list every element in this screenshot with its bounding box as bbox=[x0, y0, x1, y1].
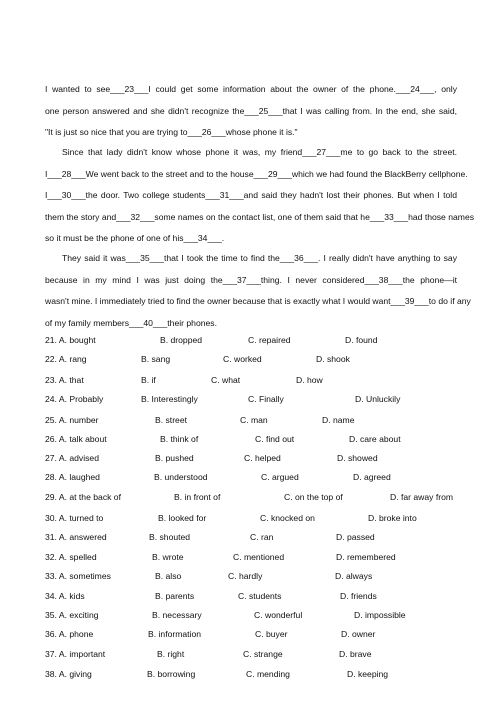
passage-line: "It is just so nice that you are trying to___26___whose phone it is." bbox=[45, 127, 298, 137]
option-b: B. pushed bbox=[155, 453, 194, 463]
option-b: B. borrowing bbox=[147, 669, 196, 679]
option-c: C. ran bbox=[250, 532, 274, 542]
option-c: C. worked bbox=[223, 354, 262, 364]
option-b: B. necessary bbox=[152, 610, 202, 620]
option-c: C. strange bbox=[243, 649, 283, 659]
passage-line: of my family members___40___their phones. bbox=[45, 317, 217, 328]
option-c: C. mentioned bbox=[233, 552, 285, 562]
option-b: B. sang bbox=[141, 354, 171, 364]
question-row bbox=[45, 492, 465, 506]
option-d: D. agreed bbox=[353, 472, 391, 482]
option-c: C. find out bbox=[255, 434, 295, 444]
option-a: 25. A. number bbox=[45, 415, 99, 425]
option-c: C. hardly bbox=[228, 571, 263, 581]
option-c: C. Finally bbox=[248, 394, 284, 404]
passage-line: because in my mind I was just doing the___37___thing. I never considered___38___the phone—it bbox=[45, 274, 457, 285]
passage-paragraph-3 bbox=[45, 248, 471, 334]
question-row bbox=[45, 513, 465, 527]
option-a: 28. A. laughed bbox=[45, 472, 100, 482]
option-c: C. students bbox=[238, 591, 282, 601]
passage-line: Since that lady didn't know whose phone it was, my friend___27___me to go back to the street. bbox=[62, 147, 457, 157]
option-a: 37. A. important bbox=[45, 649, 106, 659]
option-b: B. dropped bbox=[160, 335, 203, 345]
question-row bbox=[45, 591, 465, 605]
option-b: B. looked for bbox=[158, 513, 207, 523]
passage-line: I wanted to see___23___I could get some information about the owner of the phone.___24___, only bbox=[45, 84, 457, 94]
option-c: C. buyer bbox=[255, 629, 288, 639]
option-d: D. far away from bbox=[390, 492, 454, 502]
option-d: D. Unluckily bbox=[355, 394, 401, 404]
passage-paragraph-2 bbox=[45, 142, 475, 250]
question-row bbox=[45, 434, 465, 448]
question-row bbox=[45, 532, 465, 546]
option-c: C. repaired bbox=[248, 335, 291, 345]
passage-paragraph-1 bbox=[45, 79, 457, 144]
question-row bbox=[45, 571, 465, 585]
question-row bbox=[45, 629, 465, 643]
option-d: D. care about bbox=[349, 434, 401, 444]
passage-line: They said it was___35___that I took the time to find the___36___. I really didn't have anything to say bbox=[62, 253, 457, 263]
question-row bbox=[45, 610, 465, 624]
option-b: B. also bbox=[155, 571, 182, 581]
option-d: D. passed bbox=[336, 532, 375, 542]
option-c: C. mending bbox=[246, 669, 290, 679]
option-a: 31. A. answered bbox=[45, 532, 107, 542]
option-c: C. argued bbox=[261, 472, 299, 482]
option-c: C. knocked on bbox=[260, 513, 315, 523]
option-c: C. on the top of bbox=[284, 492, 343, 502]
question-row bbox=[45, 415, 465, 429]
option-d: D. showed bbox=[337, 453, 378, 463]
option-a: 24. A. Probably bbox=[45, 394, 104, 404]
option-b: B. shouted bbox=[149, 532, 191, 542]
question-row bbox=[45, 453, 465, 467]
option-a: 30. A. turned to bbox=[45, 513, 104, 523]
option-d: D. how bbox=[296, 375, 323, 385]
passage-line: wasn't mine. I immediately tried to find the owner because that is exactly what I would want___39___to do if any bbox=[45, 296, 471, 306]
option-d: D. keeping bbox=[347, 669, 389, 679]
option-b: B. if bbox=[141, 375, 156, 385]
question-row bbox=[45, 472, 465, 486]
option-c: C. wonderful bbox=[254, 610, 303, 620]
option-d: D. remembered bbox=[336, 552, 396, 562]
option-b: B. Interestingly bbox=[141, 394, 198, 404]
passage-line: so it must be the phone of one of his___34___. bbox=[45, 233, 225, 243]
question-row bbox=[45, 354, 465, 368]
option-a: 27. A. advised bbox=[45, 453, 99, 463]
option-a: 33. A. sometimes bbox=[45, 571, 111, 581]
option-a: 22. A. rang bbox=[45, 354, 87, 364]
option-a: 38. A. giving bbox=[45, 669, 92, 679]
passage-line: I___30___the door. Two college students___31___and said they hadn't lost their phones. But when I told bbox=[45, 190, 457, 200]
question-row bbox=[45, 375, 465, 389]
option-b: B. parents bbox=[155, 591, 195, 601]
passage-line: I___28___We went back to the street and to the house___29___which we had found the BlackBerry cellphone. bbox=[45, 168, 468, 179]
option-c: C. helped bbox=[244, 453, 281, 463]
question-row bbox=[45, 335, 465, 349]
option-a: 26. A. talk about bbox=[45, 434, 107, 444]
option-a: 32. A. spelled bbox=[45, 552, 97, 562]
option-b: B. information bbox=[148, 629, 202, 639]
option-a: 34. A. kids bbox=[45, 591, 85, 601]
option-b: B. understood bbox=[154, 472, 208, 482]
option-c: C. man bbox=[240, 415, 268, 425]
question-row bbox=[45, 669, 465, 683]
option-a: 29. A. at the back of bbox=[45, 492, 121, 502]
passage-line: one person answered and she didn't recognize the___25___that I was calling from. In the end, she said, bbox=[45, 105, 457, 116]
question-row bbox=[45, 649, 465, 663]
option-a: 21. A. bought bbox=[45, 335, 96, 345]
option-b: B. street bbox=[155, 415, 187, 425]
option-d: D. broke into bbox=[368, 513, 417, 523]
question-row bbox=[45, 394, 465, 408]
option-c: C. what bbox=[211, 375, 241, 385]
option-d: D. found bbox=[345, 335, 378, 345]
passage-line: them the story and___32___some names on the contact list, one of them said that he___33___had those names bbox=[45, 211, 475, 222]
option-d: D. always bbox=[335, 571, 373, 581]
option-d: D. brave bbox=[339, 649, 372, 659]
option-d: D. name bbox=[322, 415, 355, 425]
option-b: B. wrote bbox=[152, 552, 184, 562]
option-b: B. think of bbox=[160, 434, 199, 444]
option-b: B. in front of bbox=[174, 492, 221, 502]
option-d: D. shook bbox=[316, 354, 350, 364]
option-d: D. owner bbox=[341, 629, 376, 639]
question-row bbox=[45, 552, 465, 566]
option-a: 36. A. phone bbox=[45, 629, 94, 639]
option-d: D. impossible bbox=[354, 610, 406, 620]
option-b: B. right bbox=[157, 649, 185, 659]
option-d: D. friends bbox=[340, 591, 377, 601]
option-a: 35. A. exciting bbox=[45, 610, 99, 620]
option-a: 23. A. that bbox=[45, 375, 84, 385]
